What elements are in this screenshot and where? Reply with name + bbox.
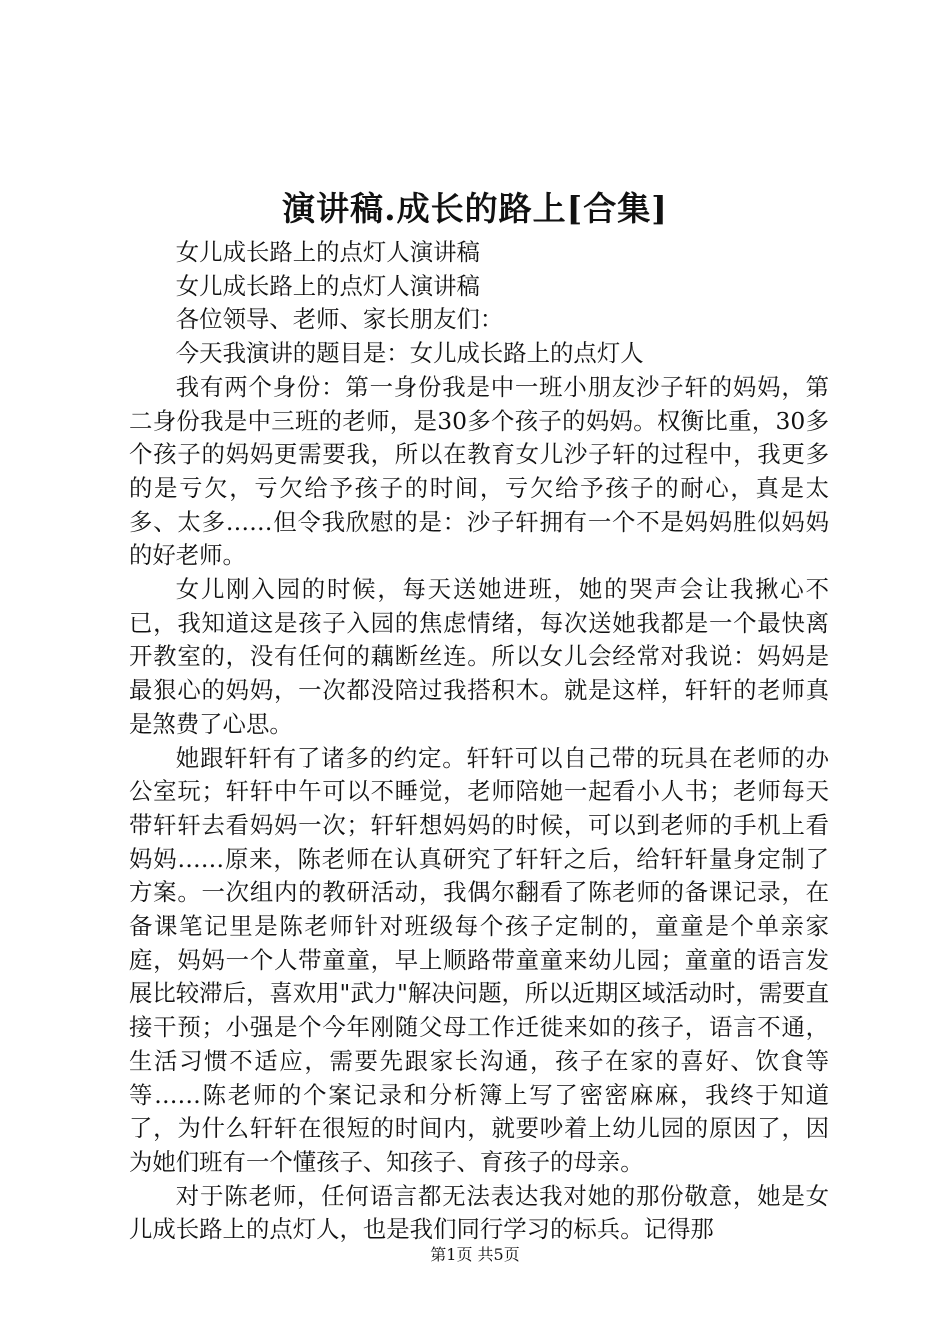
paragraph: 各位领导、老师、家长朋友们： <box>175 305 504 334</box>
paragraph: 女儿刚入园的时候，每天送她进班，她的哭声会让我揪心不已，我知道这是孩子入园的焦虑情绪，每次送她我都是一个最快离开教室的，没有任何的藕断丝连。所以女儿会经常对我说：妈妈是最狠心的妈妈，一次都没陪过我搭积木。就是这样，轩轩的老师真是煞费了心思。 <box>129 575 829 738</box>
page-number-footer: 第1页 共5页 <box>430 1245 520 1264</box>
paragraph: 女儿成长路上的点灯人演讲稿 <box>175 238 480 266</box>
document-title: 演讲稿.成长的路上[合集] <box>282 189 668 228</box>
document-body <box>129 236 829 1247</box>
paragraph: 我有两个身份：第一身份我是中一班小朋友沙子轩的妈妈，第二身份我是中三班的老师，是30多个孩子的妈妈。权衡比重，30多个孩子的妈妈更需要我，所以在教育女儿沙子轩的过程中，我更多的是亏欠，亏欠给予孩子的时间，亏欠给予孩子的耐心，真是太多、太多……但令我欣慰的是：沙子轩拥有一个不是妈妈胜似妈妈的好老师。 <box>129 372 829 570</box>
paragraph: 她跟轩轩有了诸多的约定。轩轩可以自己带的玩具在老师的办公室玩；轩轩中午可以不睡觉，老师陪她一起看小人书；老师每天带轩轩去看妈妈一次；轩轩想妈妈的时候，可以到老师的手机上看妈妈……原来，陈老师在认真研究了轩轩之后，给轩轩量身定制了方案。一次组内的教研活动，我偶尔翻看了陈老师的备课记录，在备课笔记里是陈老师针对班级每个孩子定制的，童童是个单亲家庭，妈妈一个人带童童，早上顺路带童童来幼儿园；童童的语言发展比较滞后，喜欢用"武力"解决问题，所以近期区域活动时，需要直接干预；小强是个今年刚随父母工作迁徙来如的孩子，语言不通，生活习惯不适应，需要先跟家长沟通，孩子在家的喜好、饮食等等……陈老师的个案记录和分析簿上写了密密麻麻，我终于知道了，为什么轩轩在很短的时间内，就要吵着上幼儿园的原因了，因为她们班有一个懂孩子、知孩子、育孩子的母亲。 <box>129 743 829 1176</box>
paragraph: 女儿成长路上的点灯人演讲稿 <box>175 271 480 300</box>
paragraph: 对于陈老师，任何语言都无法表达我对她的那份敬意，她是女儿成长路上的点灯人，也是我们同行学习的标兵。记得那 <box>129 1181 829 1244</box>
paragraph: 今天我演讲的题目是：女儿成长路上的点灯人 <box>175 339 644 368</box>
